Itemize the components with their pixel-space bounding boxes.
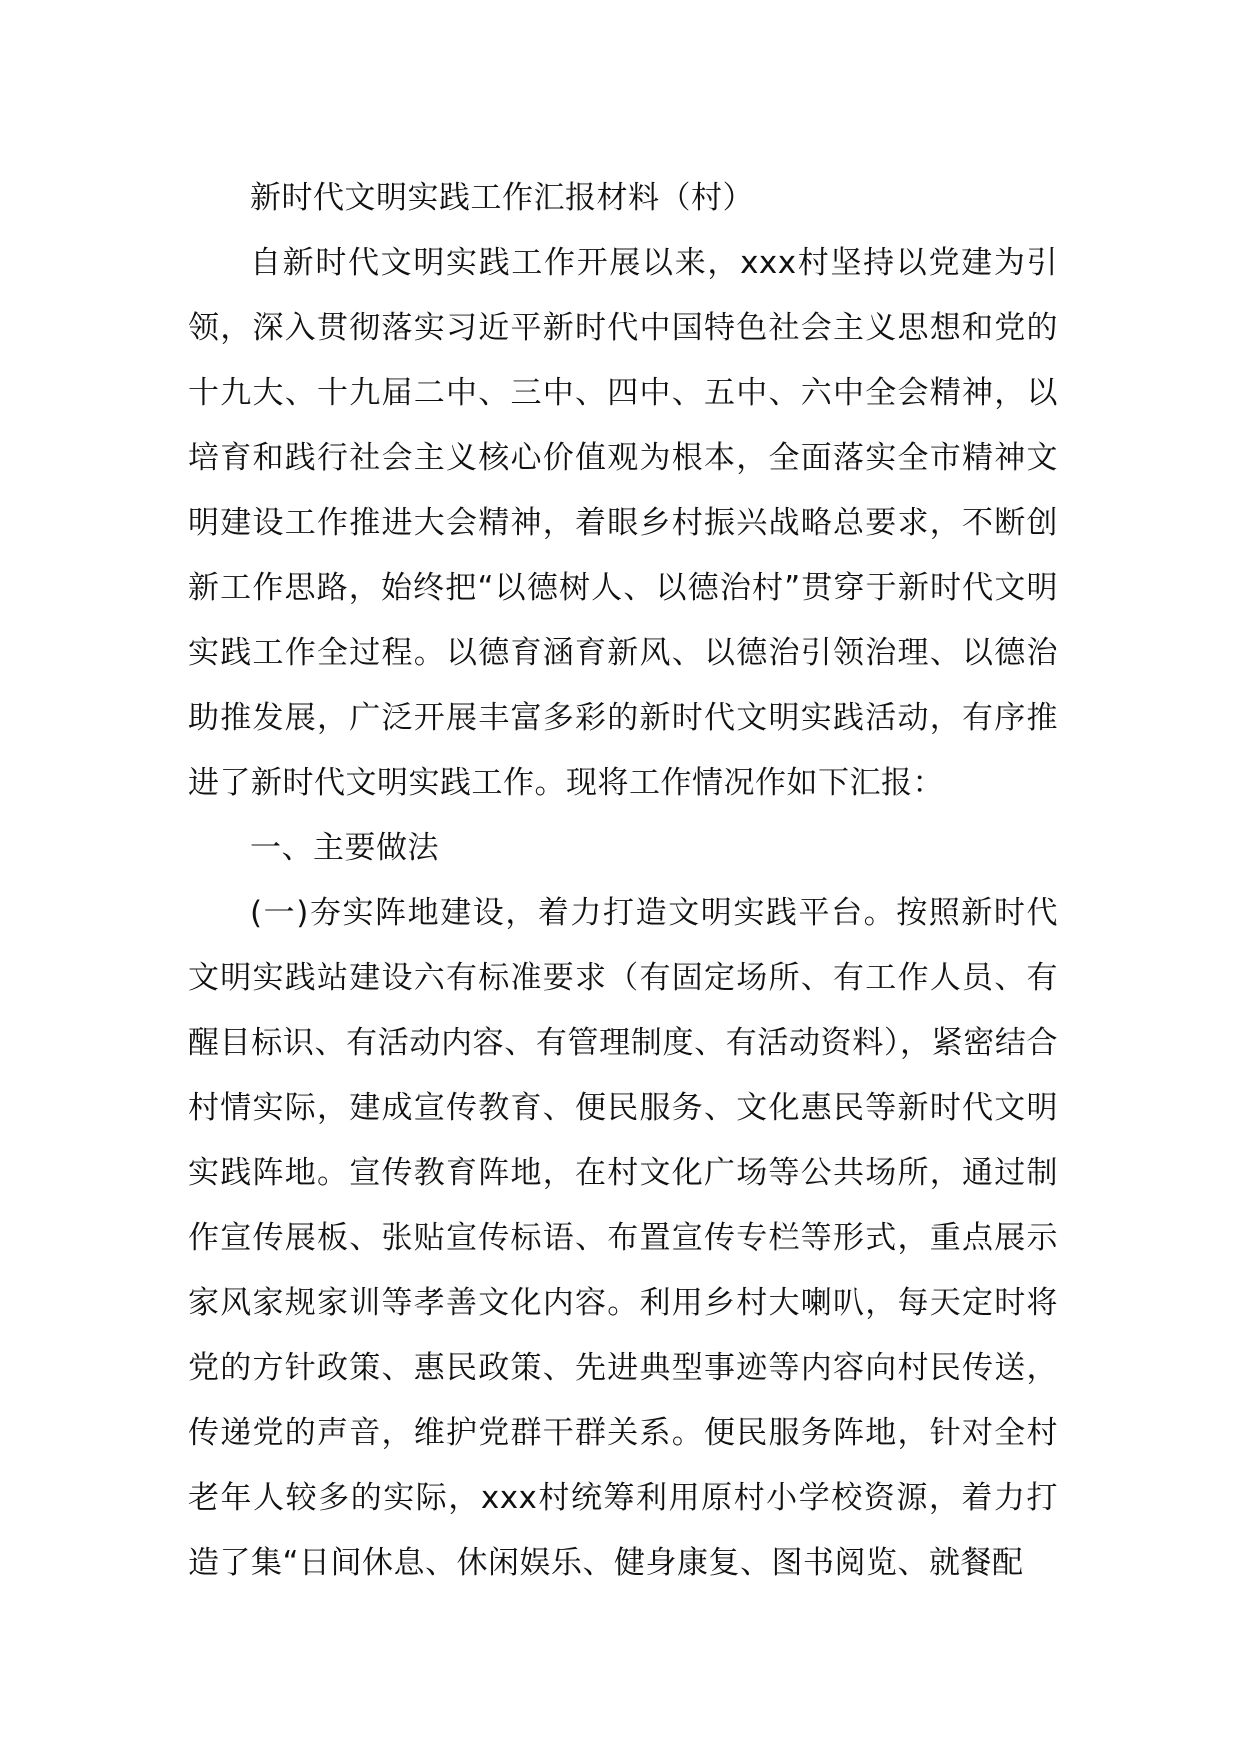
- document-title: 新时代文明实践工作汇报材料（村）: [250, 180, 754, 216]
- intro-paragraph: 自新时代文明实践工作开展以来，xxx村坚持以党建为引领，深入贯彻落实习近平新时代中国特色社会主义思想和党的十九大、十九届二中、三中、四中、五中、六中全会精神，以培育和践行社会主义核心价值观为根本，全面落实全市精神文明建设工作推进大会精神，着眼乡村振兴战略总要求，不断创新工作思路，始终把“以德树人、以德治村”贯穿于新时代文明实践工作全过程。以德育涵育新风、以德治引领治理、以德治助推发展，广泛开展丰富多彩的新时代文明实践活动，有序推进了新时代文明实践工作。现将工作情况作如下汇报：: [188, 245, 1058, 801]
- body-paragraph: (一)夯实阵地建设，着力打造文明实践平台。按照新时代文明实践站建设六有标准要求（有固定场所、有工作人员、有醒目标识、有活动内容、有管理制度、有活动资料），紧密结合村情实际，建成宣传教育、便民服务、文化惠民等新时代文明实践阵地。宣传教育阵地，在村文化广场等公共场所，通过制作宣传展板、张贴宣传标语、布置宣传专栏等形式，重点展示家风家规家训等孝善文化内容。利用乡村大喇叭，每天定时将党的方针政策、惠民政策、先进典型事迹等内容向村民传送，传递党的声音，维护党群干群关系。便民服务阵地，针对全村老年人较多的实际，xxx村统筹利用原村小学校资源，着力打造了集“日间休息、休闲娱乐、健身康复、图书阅览、就餐配: [188, 895, 1058, 1581]
- document-body: [188, 166, 1058, 1596]
- section-heading: 一、主要做法: [250, 830, 439, 866]
